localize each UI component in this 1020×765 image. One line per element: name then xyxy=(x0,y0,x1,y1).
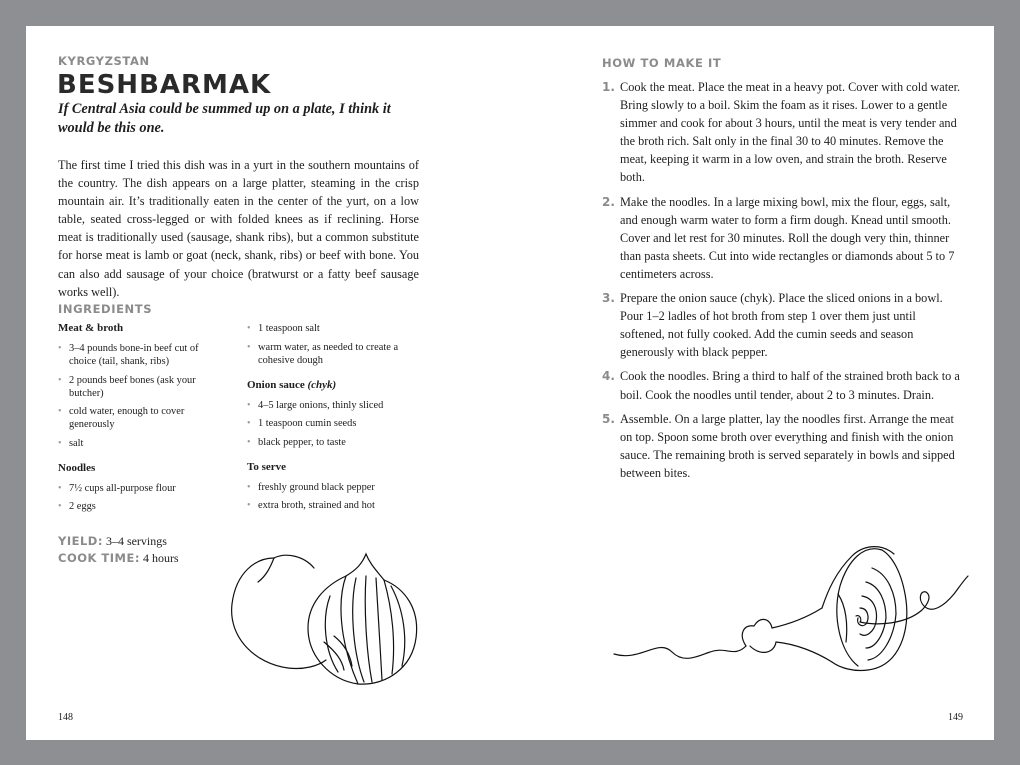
intro-paragraph: The first time I tried this dish was in a yurt in the southern mountains of the country. The dish appears on a large platter, steaming in the crisp mountain air. It’s traditionally eaten in the center of the yurt, on a low table, seated cross-legged or with folded knees as if reclining. Horse meat is traditionally used (sausage, shank ribs), but a common substitute for horse meat is lamb or goat (neck, shank, ribs) or beef with bone. You can also add sausage of your choice (bratwurst or a fatty beef sausage works well). xyxy=(58,158,419,299)
yield-block xyxy=(58,533,179,567)
list-item: • extra broth, strained and hot xyxy=(247,499,417,512)
ingredients-column-2 xyxy=(247,322,417,518)
yield-value: 3–4 servings xyxy=(105,534,167,548)
step-3: 3. Prepare the onion sauce (chyk). Place the sliced onions in a bowl. Pour 1–2 ladles of hot broth from step 1 over them just until softened, not fully cooked. Add the cumin seeds and season generously with black pepper. xyxy=(602,291,943,360)
cook-time-value: 4 hours xyxy=(142,551,179,565)
page-number-right: 149 xyxy=(948,712,963,723)
list-item: • 3–4 pounds bone-in beef cut of choice (tail, shank, ribs) xyxy=(58,342,228,368)
list-item: • 7½ cups all-purpose flour xyxy=(58,482,228,495)
country-label: KYRGYZSTAN xyxy=(58,54,150,68)
list-item: • black pepper, to taste xyxy=(247,436,417,449)
meat-list xyxy=(58,342,228,450)
recipe-title: BESHBARMAK xyxy=(57,70,272,100)
cook-time-label: COOK TIME: xyxy=(58,551,140,565)
step-4: 4. Cook the noodles. Bring a third to half of the strained broth back to a boil. Cook the noodles until tender, about 2 to 3 minutes. Drain. xyxy=(602,369,960,402)
method-steps xyxy=(602,78,962,488)
noodles-list xyxy=(58,482,228,514)
list-item: • salt xyxy=(58,437,228,450)
yield-label: YIELD: xyxy=(58,534,103,548)
ingredients-heading: INGREDIENTS xyxy=(58,302,153,316)
step-5: 5. Assemble. On a large platter, lay the noodles first. Arrange the meat on top. Spoon some broth over everything and finish with the onion sauce. The remaining broth is served separately in bowls and sipped between bites. xyxy=(602,411,955,480)
list-item: • cold water, enough to cover generously xyxy=(58,405,228,431)
list-item: • 2 pounds beef bones (ask your butcher) xyxy=(58,374,228,400)
left-page xyxy=(26,26,510,740)
recipe-subtitle: If Central Asia could be summed up on a plate, I think it would be this one. xyxy=(58,101,391,136)
page-number-left: 148 xyxy=(58,712,73,723)
ingredients-column-1 xyxy=(58,322,228,519)
onion-sauce-heading: Onion sauce (chyk) xyxy=(247,378,337,391)
method-heading: HOW TO MAKE IT xyxy=(602,56,722,70)
list-item: • 1 teaspoon salt xyxy=(247,322,417,335)
list-item: • 2 eggs xyxy=(58,500,228,513)
onion-list xyxy=(247,399,417,449)
list-item: • 4–5 large onions, thinly sliced xyxy=(247,399,417,412)
meat-heading: Meat & broth xyxy=(58,322,124,334)
meat-shank-illustration xyxy=(610,534,970,684)
list-item: • 1 teaspoon cumin seeds xyxy=(247,417,417,430)
step-2: 2. Make the noodles. In a large mixing bowl, mix the flour, eggs, salt, and enough warm water to form a firm dough. Knead until smooth. Cover and let rest for 30 minutes. Roll the dough very thin, thinner than pasta sheets. Cut into wide rectangles or diamonds about 5 to 7 centimeters across. xyxy=(602,194,955,281)
serve-heading: To serve xyxy=(247,460,287,473)
step-1: 1. Cook the meat. Place the meat in a heavy pot. Cover with cold water. Bring slowly to a boil. Skim the foam as it rises. Lower to a gentle simmer and cook for about 3 hours, until the meat is very tender and the broth rich. Salt only in the final 30 to 40 minutes. Remove the meat, keeping it warm in a low oven, and strain the broth. Reserve both. xyxy=(602,80,961,185)
noodles-heading: Noodles xyxy=(58,461,96,474)
onion-illustration xyxy=(226,546,426,696)
noodles-list-continued xyxy=(247,322,417,367)
list-item: • freshly ground black pepper xyxy=(247,481,417,494)
list-item: • warm water, as needed to create a cohesive dough xyxy=(247,341,417,367)
serve-list xyxy=(247,481,417,513)
right-page xyxy=(510,26,994,740)
